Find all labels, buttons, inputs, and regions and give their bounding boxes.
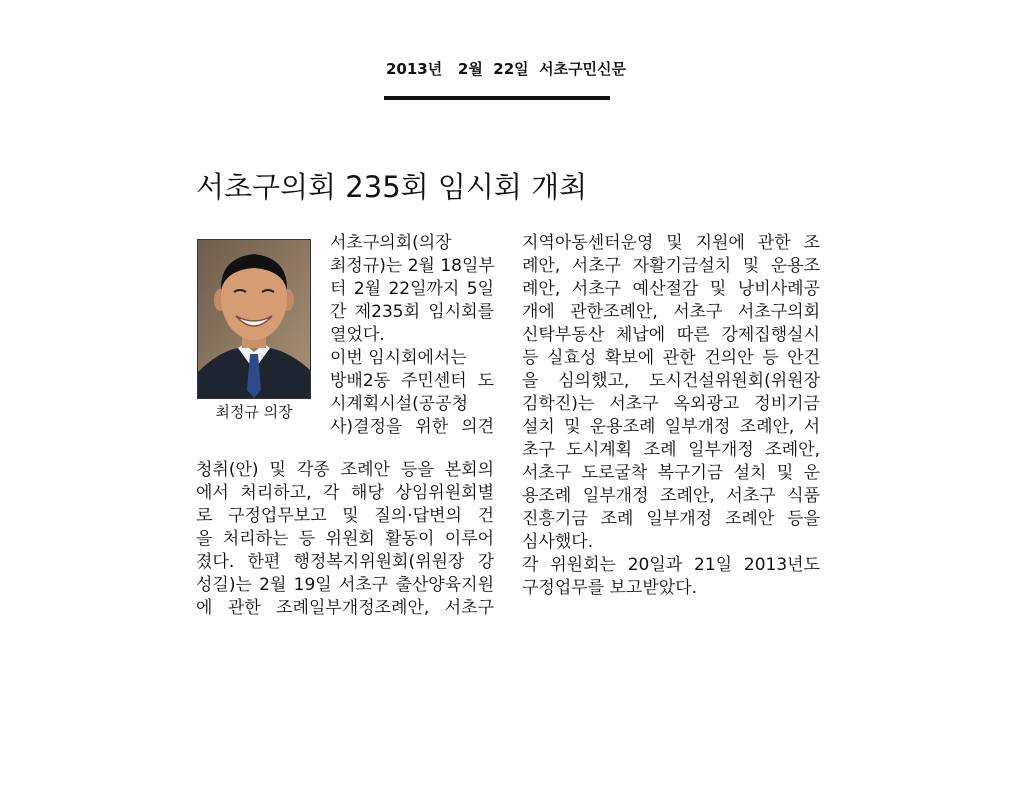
column2-line: 각 위원회는 20일과 21일 2013년도 — [522, 555, 820, 575]
column2-line: 설치 및 운용조례 일부개정 조례안, 서 — [522, 417, 820, 437]
column2-line: 김학진)는 서초구 옥외광고 정비기금 — [522, 394, 820, 414]
column1-line: 청취(안) 및 각종 조례안 등을 본회의 — [196, 460, 494, 480]
column2-line: 례안, 서초구 자활기금설치 및 운용조 — [522, 256, 820, 276]
column1-line: 서초구의회(의장 — [330, 233, 452, 253]
column2-line: 서초구 도로굴착 복구기금 설치 및 운 — [522, 463, 820, 483]
column1-line: 로 구정업무보고 및 질의·답변의 건 — [196, 506, 494, 526]
column1-line: 졌다. 한편 행정복지위원회(위원장 강 — [196, 552, 494, 572]
column1-line: 을 처리하는 등 위원회 활동이 이루어 — [196, 529, 494, 549]
column2-line: 초구 도시계획 조례 일부개정 조례안, — [522, 440, 820, 460]
column1-line: 간 제235회 임시회를 — [330, 302, 494, 322]
column2-line: 신탁부동산 체납에 따른 강제집행실시 — [522, 325, 820, 345]
column2-line: 용조례 일부개정 조례안, 서초구 식품 — [522, 486, 820, 506]
column1-line: 이번 임시회에서는 — [330, 348, 467, 368]
column2-line: 등 실효성 확보에 관한 건의안 등 안건 — [522, 348, 820, 368]
column1-line: 방배2동 주민센터 도 — [330, 371, 494, 391]
column1-line: 에 관한 조례일부개정조례안, 서초구 — [196, 598, 494, 618]
column1-line: 성길)는 2월 19일 서초구 출산양육지원 — [196, 575, 494, 595]
portrait-photo — [197, 239, 311, 399]
column2-line: 을 심의했고, 도시건설위원회(위원장 — [522, 371, 820, 391]
column2-line: 개에 관한조례안, 서초구 서초구의회 — [522, 302, 820, 322]
column1-line: 시계획시설(공공청 — [330, 394, 469, 414]
column2-line: 지역아동센터운영 및 지원에 관한 조 — [522, 233, 820, 253]
column1-line: 최정규)는 2월 18일부 — [330, 256, 495, 276]
column2-line: 진흥기금 조례 일부개정 조례안 등을 — [522, 509, 820, 529]
article-headline: 서초구의회 235회 임시회 개최 — [196, 170, 588, 204]
column1-line: 사)결정을 위한 의견 — [330, 417, 494, 437]
column2-line: 심사했다. — [522, 532, 594, 552]
column1-line: 에서 처리하고, 각 해당 상임위원회별 — [196, 483, 494, 503]
masthead: 2013년 2월 22일 서초구민신문 — [386, 60, 627, 78]
column1-line: 열었다. — [330, 325, 385, 345]
column1-line: 터 2월 22일까지 5일 — [330, 279, 494, 299]
photo-caption: 최정규 의장 — [215, 403, 293, 421]
masthead-rule — [384, 96, 610, 100]
column2-line: 구정업무를 보고받았다. — [522, 578, 698, 598]
column2-line: 례안, 서초구 예산절감 및 낭비사례공 — [522, 279, 820, 299]
